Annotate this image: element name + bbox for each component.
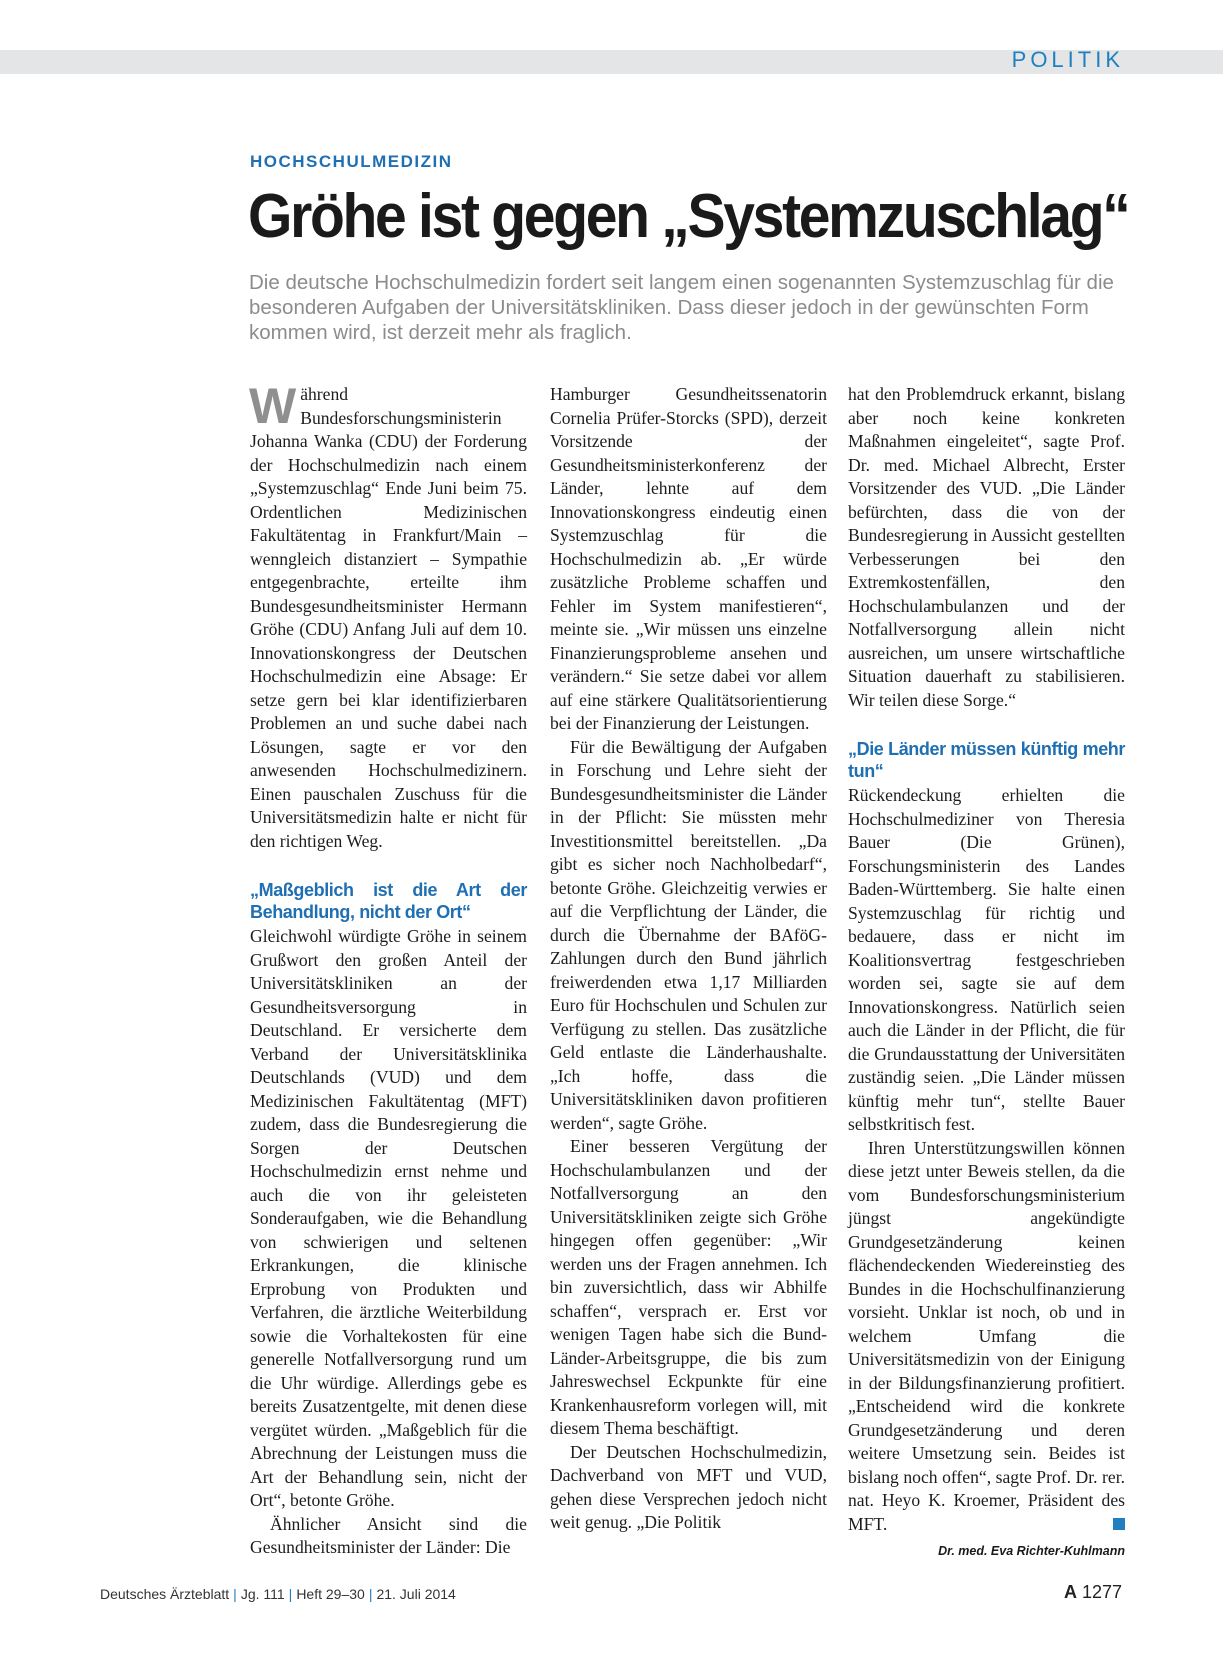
paragraph: Hamburger Gesundheitssenatorin Cornelia Prüfer-Storcks (SPD), derzeit Vorsitzende der Gesundheitsministerkonferenz der Länder, lehnte auf dem Innovationskongress eindeutig einen Systemzuschlag für die Hochschulmedizin ab. „Er würde zusätzliche Probleme schaffen und Fehler im System manifestieren“, meinte sie. „Wir müssen uns einzelne Finanzierungsprobleme ansehen und verändern.“ Sie setze dabei vor allem auf eine stärkere Qualitätsorientierung bei der Finanzierung der Leistungen. xyxy=(550,384,827,733)
separator: | xyxy=(368,1586,373,1602)
article-column-2 xyxy=(550,383,827,1535)
subheading: „Maßgeblich ist die Art der Behandlung, nicht der Ort“ xyxy=(250,880,527,922)
author-byline: Dr. med. Eva Richter-Kuhlmann xyxy=(938,1544,1125,1558)
end-mark-icon xyxy=(1113,1518,1125,1530)
paragraph: Für die Bewältigung der Aufgaben in Forschung und Lehre sieht der Bundesgesundheitsminister die Länder in der Pflicht: Sie müssten mehr Investitionsmittel bereitstellen. „Da gibt es sicher noch Nachholbedarf“, betonte Gröhe. Gleichzeitig verwies er auf die Verpflichtung der Länder, die durch die Übernahme der BAföG-Zahlungen durch den Bund jährlich freiwerdenden etwa 1,17 Milliarden Euro für Hochschulen und Schulen zur Verfügung zu stellen. Das zusätzliche Geld entlaste die Länderhaushalte. „Ich hoffe, dass die Universitätskliniken davon profitieren werden“, sagte Gröhe. xyxy=(550,736,827,1133)
issue-date: 21. Juli 2014 xyxy=(376,1586,456,1602)
paragraph: Der Deutschen Hochschulmedizin, Dachverband von MFT und VUD, gehen diese Versprechen jedoch nicht weit genug. „Die Politik xyxy=(550,1441,827,1532)
paragraph-text: Ihren Unterstützungswillen können diese jetzt unter Beweis stellen, da die vom Bundesforschungsministerium jüngst angekündigte Grundgesetzänderung keinen flächendeckenden Wiedereinstieg des Bundes in die Hochschulfinanzierung vorsieht. Unklar ist noch, ob und in welchem Umfang die Universitätsmedizin von der Einigung in der Bildungsfinanzierung profitiert. „Entscheidend wird die konkrete Grundgesetzänderung und deren weitere Umsetzung sein. Beides ist bislang noch offen“, sagte Prof. Dr. rer. nat. Heyo K. Kroemer, Präsident des MFT. xyxy=(848,1137,1125,1534)
page-prefix: A xyxy=(1063,1582,1077,1602)
paragraph-text: ährend Bundesforschungsministerin Johanna Wanka (CDU) der Forderung der Hochschulmedizin nach einem „Systemzuschlag“ Ende Juni beim 75. Ordentlichen Medizinischen Fakultätentag in Frankfurt/Main – wenngleich distanziert – Sympathie entgegenbrachte, erteilte ihm Bundesgesundheitsminister Hermann Gröhe (CDU) Anfang Juli auf dem 10. Innovationskongress der Deutschen Hochschulmedizin eine Absage: Er setze gern bei klar identifizierbaren Problemen an und suche dabei nach Lösungen, sagte er vor den anwesenden Hochschulmedizinern. Einen pauschalen Zuschuss für die Universitätsmedizin halte er nicht für den richtigen Weg. xyxy=(250,384,527,851)
article-kicker: HOCHSCHULMEDIZIN xyxy=(250,152,453,171)
separator: | xyxy=(288,1586,293,1602)
volume: Jg. 111 xyxy=(240,1586,285,1602)
paragraph: Ähnlicher Ansicht sind die Gesundheitsminister der Länder: Die xyxy=(250,1513,527,1557)
paragraph: Rückendeckung erhielten die Hochschulmediziner von Theresia Bauer (Die Grünen), Forschungsministerin des Landes Baden-Württemberg. Sie halte einen Systemzuschlag für richtig und bedauere, dass er nicht im Koalitionsvertrag festgeschrieben worden sei, sagte sie auf dem Innovationskongress. Natürlich seien auch die Länder in der Pflicht, die für die Grundausstattung der Universitäten zuständig seien. „Die Länder müssen künftig mehr tun“, stellte Bauer selbstkritisch fest. xyxy=(848,785,1125,1134)
separator: | xyxy=(233,1586,237,1602)
paragraph: Gleichwohl würdigte Gröhe in seinem Grußwort den großen Anteil der Universitätskliniken an der Gesundheitsversorgung in Deutschland. Er versicherte dem Verband der Universitätsklinika Deutschlands (VUD) und dem Medizinischen Fakultätentag (MFT) zudem, dass die Bundesregierung die Sorgen der Deutschen Hochschulmedizin ernst nehme und auch die von ihr geleisteten Sonderaufgaben, wie die Behandlung von schwierigen und seltenen Erkrankungen, die klinische Erprobung von Produkten und Verfahren, die ärztliche Weiterbildung sowie die Vorhaltekosten für eine generelle Notfallversorgung rund um die Uhr würdige. Allerdings gebe es bereits Zusatzentgelte, mit denen diese vergütet würden. „Maßgeblich für die Abrechnung der Leistungen muss die Art der Behandlung sein, nicht der Ort“, betonte Gröhe. xyxy=(250,926,527,1510)
footer-citation xyxy=(100,1586,456,1602)
article-headline: Gröhe ist gegen „Systemzuschlag“ xyxy=(248,182,1129,251)
article-lead: Die deutsche Hochschulmedizin fordert seit langem einen sogenannten Systemzuschlag für die besonderen Aufgaben der Universitätskliniken. Dass dieser jedoch in der gewünschten Form kommen wird, ist derzeit mehr als fraglich. xyxy=(249,271,1114,344)
drop-cap: W xyxy=(249,378,297,434)
paragraph: hat den Problemdruck erkannt, bislang aber noch keine konkreten Maßnahmen eingeleitet“, sagte Prof. Dr. med. Michael Albrecht, Erster Vorsitzender des VUD. „Die Länder befürchten, dass die von der Bundesregierung in Aussicht gestellten Verbesserungen bei den Extremkostenfällen, den Hochschulambulanzen und der Notfallversorgung allein nicht ausreichen, um unsere wirtschaftliche Situation dauerhaft zu stabilisieren. Wir teilen diese Sorge.“ xyxy=(848,384,1125,710)
journal-name: Deutsches Ärzteblatt xyxy=(100,1586,230,1602)
page-number-value: 1277 xyxy=(1081,1582,1122,1602)
paragraph xyxy=(249,378,527,853)
paragraph: Einer besseren Vergütung der Hochschulambulanzen und der Notfallversorgung an den Universitätskliniken zeigte sich Gröhe hingegen offen gegenüber: „Wir werden uns der Fragen annehmen. Ich bin zuversichtlich, dass wir Abhilfe schaffen“, versprach er. Erst vor wenigen Tagen habe sich die Bund-Länder-Arbeitsgruppe, die bis zum Jahreswechsel Eckpunkte für eine Krankenhausreform vorlegen will, mit diesem Thema beschäftigt. xyxy=(550,1136,827,1438)
issue: Heft 29–30 xyxy=(296,1586,365,1602)
paragraph xyxy=(848,1137,1125,1537)
article-column-1 xyxy=(249,378,527,1560)
subheading: „Die Länder müssen künftig mehr tun“ xyxy=(848,739,1125,781)
section-label: POLITIK xyxy=(1011,47,1124,72)
article-column-3 xyxy=(848,383,1125,1564)
page-number xyxy=(1064,1582,1122,1603)
